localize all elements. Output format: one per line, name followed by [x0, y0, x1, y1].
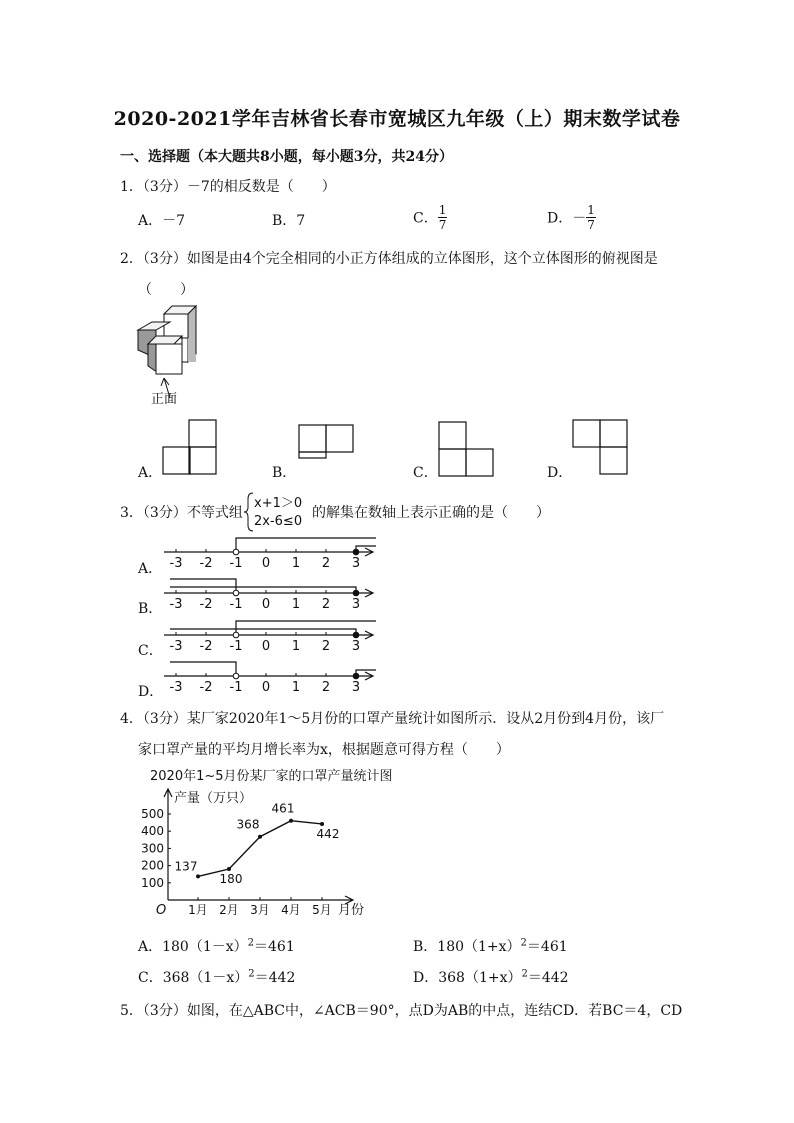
- tick-label: 3: [351, 556, 361, 571]
- tick-label: -2: [199, 597, 213, 612]
- question-5-stem: 5．（3分）如图，在△ABC中，∠ACB＝90°，点D为AB的中点，连结CD．若BC＝4，CD: [120, 1003, 683, 1019]
- tick-label: -1: [229, 680, 243, 695]
- section-heading: 一、选择题（本大题共8小题，每小题3分，共24分）: [120, 149, 453, 165]
- inequality-1: x+1＞0: [254, 496, 303, 511]
- q1-d-numerator: 1: [587, 203, 595, 217]
- production-line-chart: [112, 784, 372, 924]
- q2-option-d-figure: [572, 418, 632, 476]
- data-label: 461: [271, 801, 295, 816]
- q1-fraction-d: [586, 203, 596, 232]
- q4-d-exponent: 2: [521, 968, 528, 980]
- question-2-paren: （ ）: [138, 282, 194, 298]
- tick-label: 0: [261, 556, 271, 571]
- tick-label: -2: [199, 639, 213, 654]
- y-tick-label: 300: [141, 841, 164, 856]
- q1-option-a: A．－7: [138, 213, 186, 229]
- q4-option-d-text: D．368（1+x）: [413, 970, 522, 986]
- question-4-stem-line1: 4．（3分）某厂家2020年1～5月份的口罩产量统计如图所示．设从2月份到4月份，该厂: [120, 711, 665, 727]
- q2-option-d-label: D．: [547, 465, 573, 481]
- number-lines: [160, 530, 390, 700]
- page-title: 2020-2021学年吉林省长春市宽城区九年级（上）期末数学试卷: [113, 108, 681, 130]
- series-line: [198, 821, 322, 877]
- data-point: [227, 867, 231, 871]
- q3-option-c-label: C．: [138, 643, 163, 659]
- tick-label: -2: [199, 556, 213, 571]
- y-tick-label: 500: [141, 807, 164, 821]
- q1-option-c: [413, 203, 447, 232]
- data-point: [320, 822, 324, 826]
- chart-title: 2020年1~5月份某厂家的口罩产量统计图: [150, 769, 393, 784]
- tick-label: 3: [351, 639, 361, 654]
- q1-d-denominator: 7: [587, 218, 595, 232]
- hollow-point: [233, 590, 239, 596]
- tick-label: 3: [351, 680, 361, 695]
- x-tick-label: 1月: [188, 903, 208, 917]
- solid-point: [353, 673, 359, 679]
- tick-label: 0: [261, 639, 271, 654]
- tick-label: 2: [321, 556, 331, 571]
- x-tick-label: 4月: [281, 903, 301, 917]
- data-label: 137: [174, 859, 198, 874]
- q1-option-d: [547, 203, 596, 232]
- q3-option-d-label: D．: [138, 684, 164, 700]
- hollow-point: [233, 632, 239, 638]
- tick-label: 2: [321, 597, 331, 612]
- q4-a-rhs: ＝461: [254, 939, 295, 955]
- tick-label: -1: [229, 639, 243, 654]
- data-label: 368: [236, 817, 260, 832]
- q2-option-a-figure: [162, 418, 220, 476]
- q4-b-exponent: 2: [520, 937, 527, 949]
- tick-label: 2: [321, 680, 331, 695]
- q4-d-rhs: ＝442: [527, 970, 569, 986]
- tick-label: 3: [351, 597, 361, 612]
- q2-option-b-label: B．: [272, 465, 297, 481]
- data-label: 180: [219, 872, 243, 887]
- tick-label: -2: [199, 680, 213, 695]
- hollow-point: [233, 549, 239, 555]
- q1-c-denominator: 7: [438, 218, 447, 232]
- x-tick-label: 5月: [312, 903, 332, 917]
- q1-option-c-label: C．: [413, 210, 438, 227]
- question-3-stem-end: 的解集在数轴上表示正确的是（ ）: [312, 505, 550, 521]
- data-point: [289, 819, 293, 823]
- tick-label: 1: [291, 556, 301, 571]
- solution-segment: [170, 662, 236, 676]
- tick-label: 2: [321, 639, 331, 654]
- q2-option-b-figure: [298, 424, 356, 460]
- question-2-stem: 2．（3分）如图是由4个完全相同的小正方体组成的立体图形，这个立体图形的俯视图是: [120, 251, 658, 267]
- q4-option-c-text: C．368（1－x）: [138, 970, 249, 986]
- q4-option-a-text: A．180（1－x）: [138, 939, 248, 955]
- q1-fraction-c: [438, 203, 448, 232]
- tick-label: 1: [291, 597, 301, 612]
- q4-c-rhs: ＝442: [254, 970, 296, 986]
- question-4-stem-line2: 家口罩产量的平均月增长率为x，根据题意可得方程（ ）: [138, 742, 510, 758]
- y-axis-title: 产量（万只）: [174, 791, 253, 806]
- solid-point: [353, 549, 359, 555]
- tick-label: 1: [291, 680, 301, 695]
- inequality-2: 2x-6≤0: [254, 514, 303, 529]
- front-label: 正面: [151, 392, 178, 407]
- solution-segment: [170, 587, 356, 593]
- tick-label: -1: [229, 597, 243, 612]
- data-label: 442: [316, 826, 340, 841]
- x-tick-label: 2月: [219, 903, 239, 917]
- tick-label: 0: [261, 680, 271, 695]
- q1-c-numerator: 1: [438, 203, 447, 217]
- question-3-stem-start: 3．（3分）不等式组: [120, 505, 243, 521]
- q4-option-d: [413, 967, 569, 987]
- x-axis-title: 月份: [338, 903, 365, 918]
- y-tick-label: 400: [141, 824, 164, 839]
- y-tick-label: 200: [141, 858, 164, 873]
- q4-option-c: [138, 967, 295, 987]
- solution-segment: [170, 629, 356, 635]
- q2-option-c-label: C．: [413, 465, 438, 481]
- q1-option-b: B．7: [272, 213, 306, 229]
- q4-a-exponent: 2: [247, 937, 255, 949]
- tick-label: -3: [169, 556, 183, 571]
- tick-label: -3: [169, 639, 183, 654]
- q4-option-b-text: B．180（1+x）: [413, 939, 521, 955]
- origin-label: O: [156, 903, 167, 918]
- tick-label: 1: [291, 639, 301, 654]
- data-point: [196, 874, 200, 878]
- question-1-stem: 1．（3分）－7的相反数是（ ）: [120, 179, 336, 195]
- y-tick-label: 100: [141, 875, 164, 890]
- q4-option-b: [413, 936, 568, 956]
- solid-point: [353, 590, 359, 596]
- tick-label: -1: [229, 556, 243, 571]
- q4-option-a: [138, 936, 295, 956]
- hollow-point: [233, 673, 239, 679]
- q4-b-rhs: ＝461: [526, 939, 568, 955]
- q2-option-a-label: A．: [138, 465, 163, 481]
- solid-point: [353, 632, 359, 638]
- tick-label: -3: [169, 680, 183, 695]
- q1-option-d-label: D．－: [547, 210, 587, 227]
- q3-option-b-label: B．: [138, 601, 163, 617]
- q2-option-c-figure: [438, 420, 498, 478]
- solution-segment: [170, 579, 236, 593]
- tick-label: 0: [261, 597, 271, 612]
- tick-label: -3: [169, 597, 183, 612]
- data-point: [258, 835, 262, 839]
- q4-c-exponent: 2: [248, 968, 255, 980]
- x-tick-label: 3月: [250, 903, 270, 917]
- q3-option-a-label: A．: [138, 561, 163, 577]
